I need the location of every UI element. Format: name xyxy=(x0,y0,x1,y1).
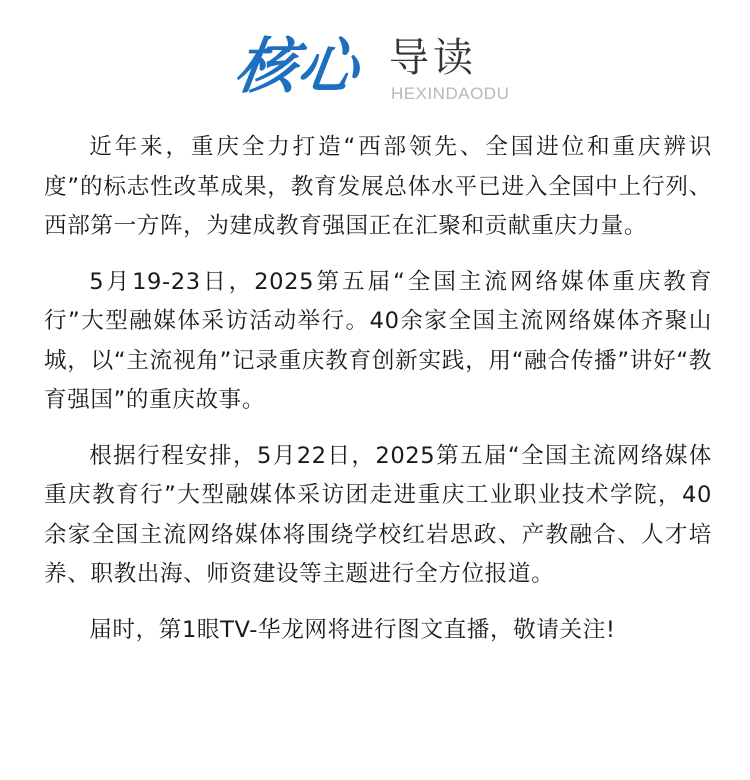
article-body xyxy=(44,128,712,666)
header-title: 导读 xyxy=(389,35,477,81)
paragraph-schedule: 根据行程安排，5月22日，2025第五届“全国主流网络媒体重庆教育行”大型融媒体采访团走进重庆工业职业技术学院，40余家全国主流网络媒体将围绕学校红岩思政、产教融合、人才培养、职教出海、师资建设等主题进行全方位报道。 xyxy=(44,442,712,587)
paragraph-livestream-notice: 届时，第1眼TV-华龙网将进行图文直播，敬请关注! xyxy=(89,616,616,643)
paragraph-intro: 近年来，重庆全力打造“西部领先、全国进位和重庆辨识度”的标志性改革成果，教育发展总体水平已进入全国中上行列、西部第一方阵，为建成教育强国正在汇聚和贡献重庆力量。 xyxy=(44,134,712,239)
paragraph-event: 5月19-23日，2025第五届“全国主流网络媒体重庆教育行”大型融媒体采访活动举行。40余家全国主流网络媒体齐聚山城，以“主流视角”记录重庆教育创新实践，用“融合传播”讲好“教育强国”的重庆故事。 xyxy=(44,268,712,413)
header-subtitle: HEXINDAODU xyxy=(391,84,510,103)
section-header xyxy=(0,26,750,116)
header-calligraphy-title: 核心 xyxy=(231,32,365,102)
